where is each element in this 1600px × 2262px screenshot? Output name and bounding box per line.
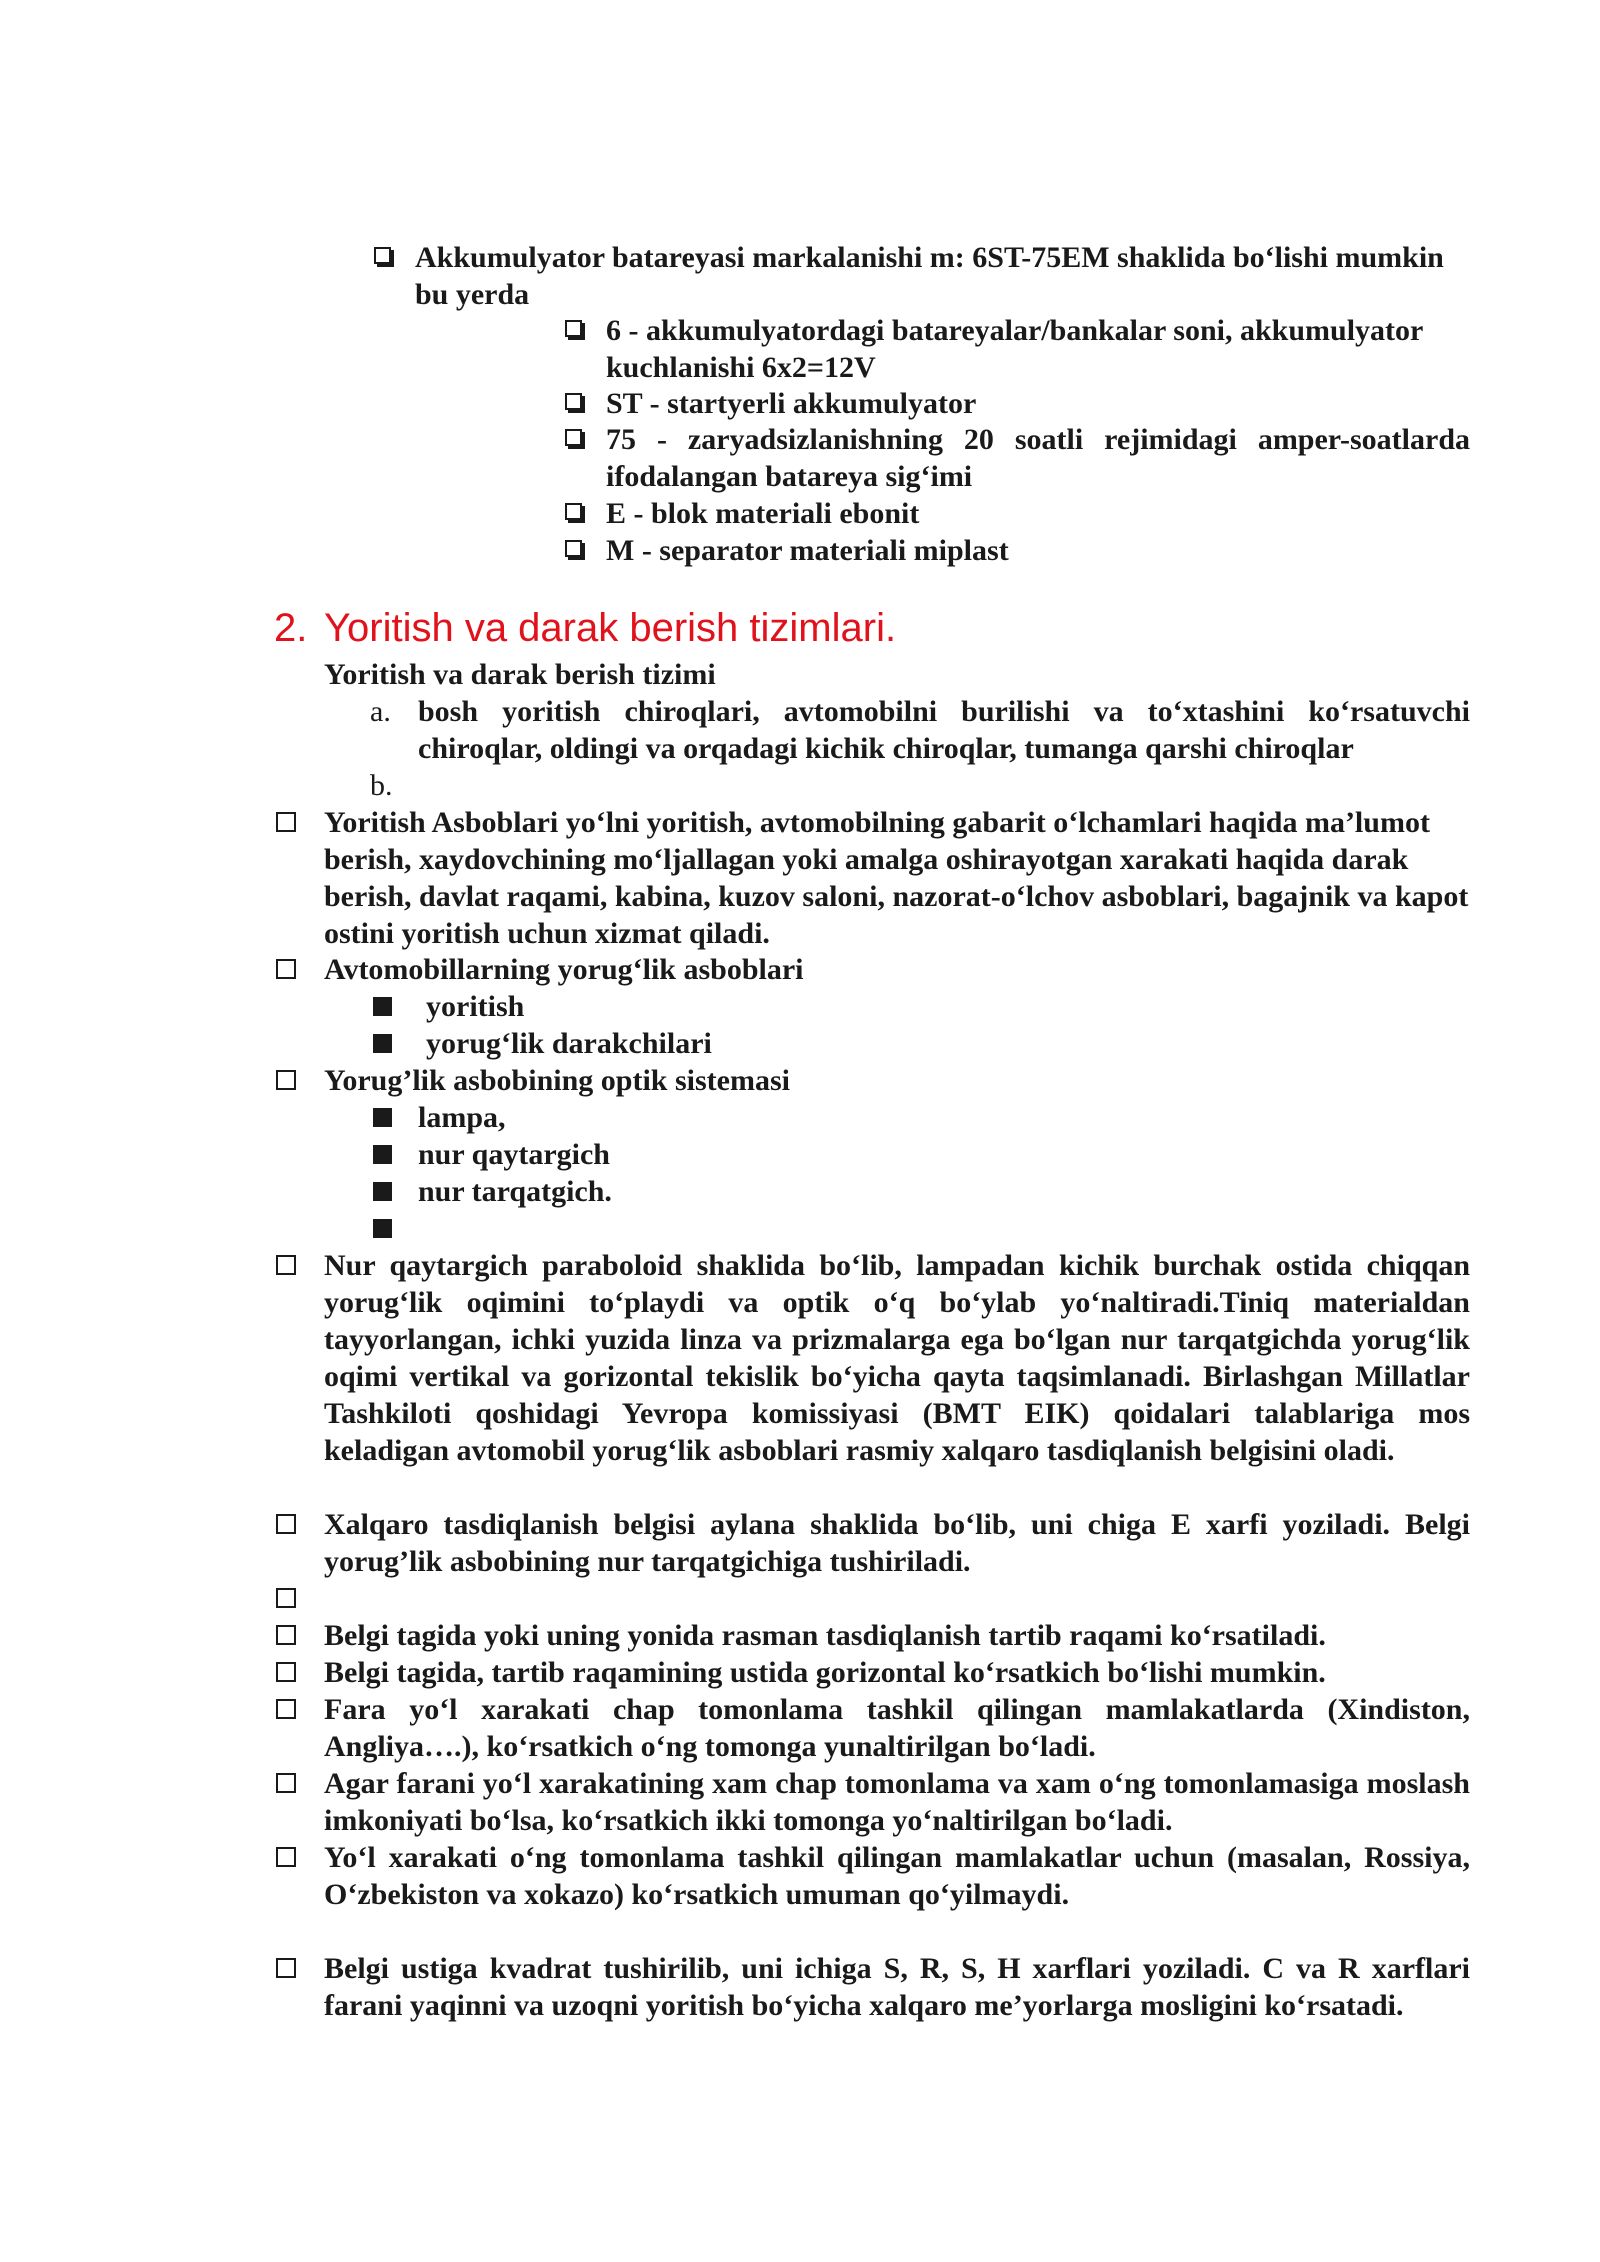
bullet-text: Yorug’lik asbobining optik sistemasi — [324, 1064, 790, 1097]
square-bullet-icon — [276, 1514, 296, 1534]
sub-bullet-text: nur tarqatgich. — [418, 1175, 612, 1208]
solid-square-bullet-icon — [373, 1034, 392, 1053]
square-bullet-icon — [276, 959, 296, 979]
section-subtitle: Yoritish va darak berish tizimi — [324, 658, 716, 691]
sub-bullet-item — [373, 1099, 506, 1136]
bullet-item — [276, 1950, 1470, 2024]
section-heading — [274, 603, 896, 653]
sub-bullet-text: yorug‘lik darakchilari — [426, 1027, 712, 1060]
bullet-item — [276, 804, 1470, 952]
battery-item — [565, 385, 1485, 422]
square-bullet-icon — [276, 1847, 296, 1867]
bullet-text: Yoritish Asboblari yo‘lni yoritish, avtomobilning gabarit o‘lchamlari haqida ma’lumot berish, xaydovchining mo‘ljallagan yoki amalga oshirayotgan xarakati haqida darak berish, davlat raqami, kabina, kuzov saloni, nazorat-o‘lchov asboblari, bagajnik va kapot ostini yoritish uchun xizmat qiladi. — [324, 806, 1469, 950]
square-bullet-icon — [276, 1773, 296, 1793]
battery-item-text: M - separator materiali miplast — [606, 534, 1009, 567]
solid-square-bullet-icon — [373, 1108, 392, 1127]
battery-item — [565, 495, 1470, 532]
battery-intro-item — [374, 239, 1470, 313]
bullet-item — [276, 951, 1470, 988]
square-bullet-icon — [276, 1699, 296, 1719]
sub-bullet-text: yoritish — [426, 990, 525, 1023]
bullet-item — [276, 1839, 1470, 1913]
solid-square-bullet-icon — [373, 997, 392, 1016]
list-item-text: bosh yoritish chiroqlari, avtomobilni burilishi va to‘xtashini ko‘rsatuvchi chiroqlar, oldingi va orqadagi kichik chiroqlar, tumanga qarshi chiroqlar — [418, 695, 1470, 765]
bullet-text: Yo‘l xarakati o‘ng tomonlama tashkil qilingan mamlakatlar uchun (masalan, Rossiya, O‘zbekiston va xokazo) ko‘rsatkich umuman qo‘yilmaydi. — [324, 1841, 1470, 1911]
section-title: Yoritish va darak berish tizimlari. — [324, 606, 897, 650]
sub-bullet-text: lampa, — [418, 1101, 506, 1134]
sub-bullet-item — [373, 988, 524, 1025]
bullet-text: Fara yo‘l xarakati chap tomonlama tashkil qilingan mamlakatlarda (Xindiston, Angliya….), ko‘rsatkich o‘ng tomonga yunaltirilgan bo‘ladi. — [324, 1693, 1470, 1763]
battery-item-text: 75 - zaryadsizlanishning 20 soatli rejimidagi amper-soatlarda ifodalangan batareya sig‘imi — [606, 423, 1470, 493]
square-bullet-icon — [276, 1662, 296, 1682]
bullet-text: Avtomobillarning yorug‘lik asboblari — [324, 953, 804, 986]
bullet-item — [276, 1247, 1470, 1469]
square-bullet-icon — [276, 1958, 296, 1978]
checkbox-bullet-icon — [565, 429, 582, 446]
bullet-text: Belgi ustiga kvadrat tushirilib, uni ichiga S, R, S, H xarflari yoziladi. C va R xarflari farani yaqinni va uzoqni yoritish bo‘yicha xalqaro me’yorlarga mosligini ko‘rsatadi. — [324, 1952, 1470, 2022]
sub-bullet-item — [373, 1136, 610, 1173]
square-bullet-icon — [276, 1588, 296, 1608]
battery-intro-text: Akkumulyator batareyasi markalanishi m: 6ST-75EM shaklida bo‘lishi mumkin bu yerda — [415, 241, 1444, 311]
sub-bullet-item — [373, 1025, 712, 1062]
square-bullet-icon — [276, 1625, 296, 1645]
list-marker: a. — [370, 695, 391, 728]
sub-bullet-item — [373, 1173, 612, 1210]
bullet-text: Belgi tagida yoki uning yonida rasman tasdiqlanish tartib raqami ko‘rsatiladi. — [324, 1619, 1326, 1652]
bullet-item — [276, 1617, 1470, 1654]
square-bullet-icon — [276, 1255, 296, 1275]
checkbox-bullet-icon — [565, 540, 582, 557]
solid-square-bullet-icon — [373, 1145, 392, 1164]
bullet-item — [276, 1765, 1470, 1839]
battery-item-text: E - blok materiali ebonit — [606, 497, 920, 530]
square-bullet-icon — [276, 1070, 296, 1090]
bullet-item — [276, 1506, 1470, 1580]
battery-item — [565, 312, 1485, 386]
solid-square-bullet-icon — [373, 1219, 392, 1238]
bullet-item — [276, 1691, 1470, 1765]
battery-item — [565, 532, 1470, 569]
bullet-text: Belgi tagida, tartib raqamining ustida gorizontal ko‘rsatkich bo‘lishi mumkin. — [324, 1656, 1326, 1689]
sub-bullet-item — [373, 1210, 418, 1238]
bullet-text: Agar farani yo‘l xarakatining xam chap tomonlama va xam o‘ng tomonlamasiga moslash imkoniyati bo‘lsa, ko‘rsatkich ikki tomonga yo‘naltirilgan bo‘ladi. — [324, 1767, 1470, 1837]
checkbox-bullet-icon — [565, 503, 582, 520]
bullet-item — [276, 1654, 1470, 1691]
section-number: 2. — [274, 606, 308, 650]
bullet-text: Nur qaytargich paraboloid shaklida bo‘lib, lampadan kichik burchak ostida chiqqan yorug‘lik oqimini to‘playdi va optik o‘q bo‘ylab yo‘naltiradi.Tiniq materialdan tayyorlangan, ichki yuzida linza va prizmalarga ega bo‘lgan nur tarqatgichda yorug‘lik oqimi vertikal va gorizontal tekislik bo‘yicha qayta taqsimlanadi. Birlashgan Millatlar Tashkiloti qoshidagi Yevropa komissiyasi (BMT EIK) qoidalari talablariga mos keladigan avtomobil yorug‘lik asboblari rasmiy xalqaro tasdiqlanish belgisini oladi. — [324, 1249, 1470, 1467]
checkbox-bullet-icon — [565, 393, 582, 410]
checkbox-bullet-icon — [565, 320, 582, 337]
bullet-text: Xalqaro tasdiqlanish belgisi aylana shaklida bo‘lib, uni chiga E xarfi yoziladi. Belgi yorug’lik asbobining nur tarqatgichiga tushiriladi. — [324, 1508, 1470, 1578]
square-bullet-icon — [276, 812, 296, 832]
list-marker: b. — [370, 769, 393, 802]
bullet-item — [276, 1062, 1470, 1099]
checkbox-bullet-icon — [374, 247, 391, 264]
bullet-item — [276, 1580, 1470, 1608]
battery-item-text: 6 - akkumulyatordagi batareyalar/bankalar soni, akkumulyator kuchlanishi 6x2=12V — [606, 314, 1423, 384]
battery-item-text: ST - startyerli akkumulyator — [606, 387, 977, 420]
sub-bullet-text: nur qaytargich — [418, 1138, 610, 1171]
battery-item — [565, 421, 1470, 495]
solid-square-bullet-icon — [373, 1182, 392, 1201]
